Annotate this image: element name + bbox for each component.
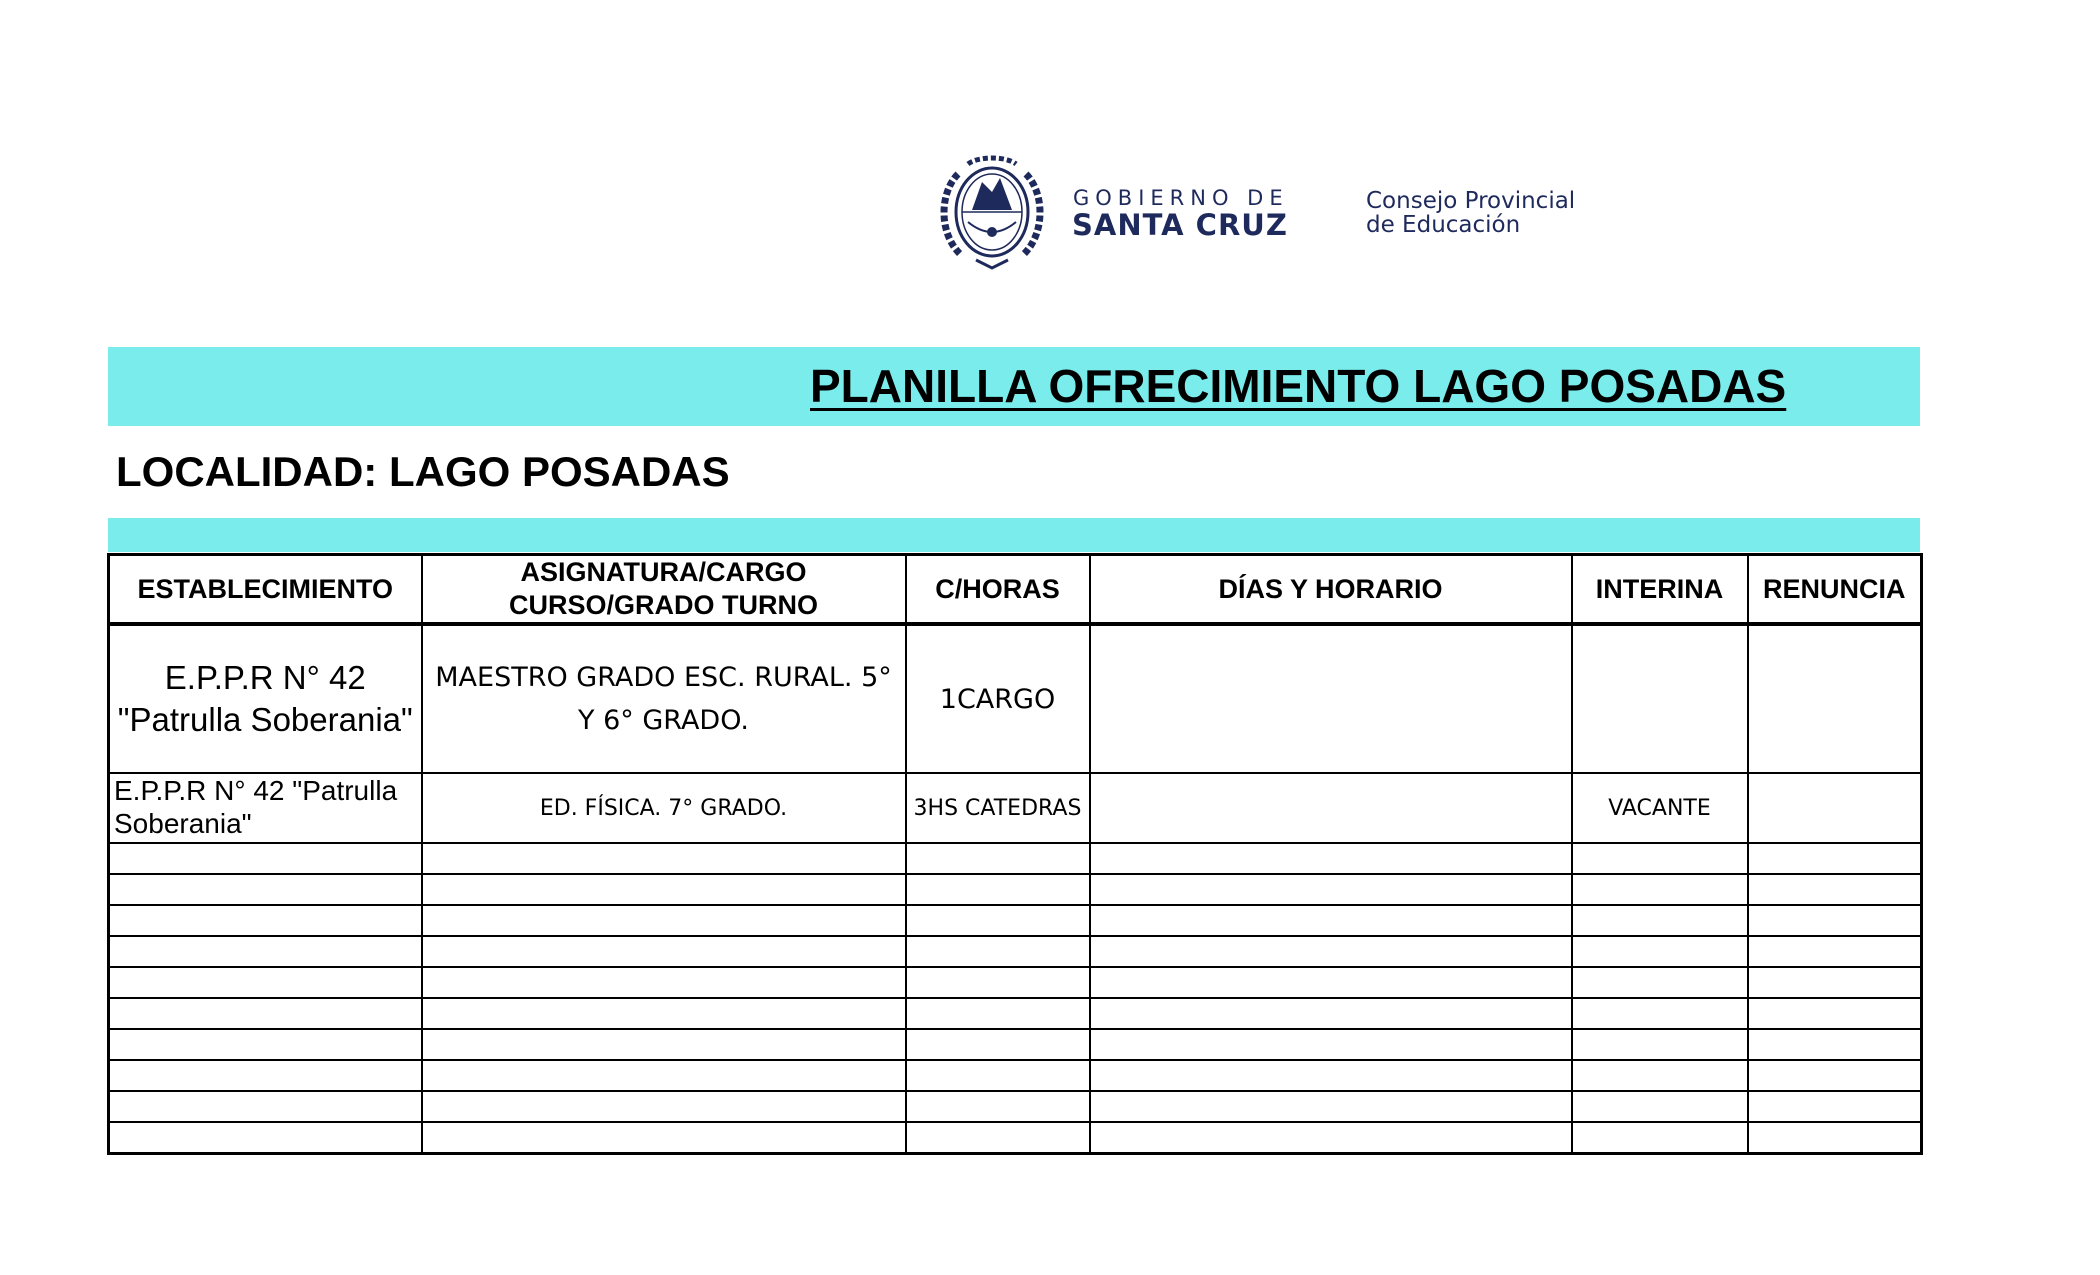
table-row [109,773,1922,843]
empty-row [109,936,1922,967]
cell-horas: 3HS CATEDRAS [906,773,1090,843]
empty-row [109,1029,1922,1060]
offer-table [107,553,1923,1155]
header-asignatura [422,555,906,625]
empty-row [109,1091,1922,1122]
cell-interina [1572,624,1748,773]
header-asignatura-line2: CURSO/GRADO TURNO [509,590,818,620]
header-dias: DÍAS Y HORARIO [1090,555,1572,625]
cell-dias [1090,624,1572,773]
establecimiento-line1: E.P.P.R N° 42 [164,659,366,696]
cell-asignatura [422,624,906,773]
header-renuncia: RENUNCIA [1748,555,1922,625]
empty-row [109,967,1922,998]
asignatura-line2: Y 6° GRADO. [578,705,749,736]
header-logo-block [938,152,1618,274]
asignatura-line1: MAESTRO GRADO ESC. RURAL. 5° [435,662,892,693]
cell-renuncia [1748,624,1922,773]
cell-interina: VACANTE [1572,773,1748,843]
page-title: PLANILLA OFRECIMIENTO LAGO POSADAS [810,360,1787,412]
header-asignatura-line1: ASIGNATURA/CARGO [520,557,807,587]
establecimiento-line2: Soberania" [114,808,252,839]
cell-horas: 1CARGO [906,624,1090,773]
table-header-row [109,555,1922,625]
cell-renuncia [1748,773,1922,843]
cell-dias [1090,773,1572,843]
header-establecimiento: ESTABLECIMIENTO [109,555,422,625]
sub-band [108,518,1920,552]
cell-asignatura: ED. FÍSICA. 7° GRADO. [422,773,906,843]
empty-row [109,874,1922,905]
table-row [109,624,1922,773]
empty-row [109,1122,1922,1154]
empty-row [109,905,1922,936]
establecimiento-line2: "Patrulla Soberania" [117,701,413,738]
government-name-line1: GOBIERNO DE [1073,186,1289,210]
title-band [108,347,1920,426]
cell-establecimiento [109,624,422,773]
council-name-line1: Consejo Provincial [1366,188,1576,214]
empty-row [109,843,1922,874]
government-name-line2: SANTA CRUZ [1072,208,1288,242]
header-horas: C/HORAS [906,555,1090,625]
provincial-seal-icon [938,152,1046,270]
empty-row [109,1060,1922,1091]
locality-heading: LOCALIDAD: LAGO POSADAS [116,448,730,495]
council-name-line2: de Educación [1366,212,1521,238]
empty-row [109,998,1922,1029]
header-interina: INTERINA [1572,555,1748,625]
cell-establecimiento [109,773,422,843]
establecimiento-line1: E.P.P.R N° 42 "Patrulla [114,775,398,806]
